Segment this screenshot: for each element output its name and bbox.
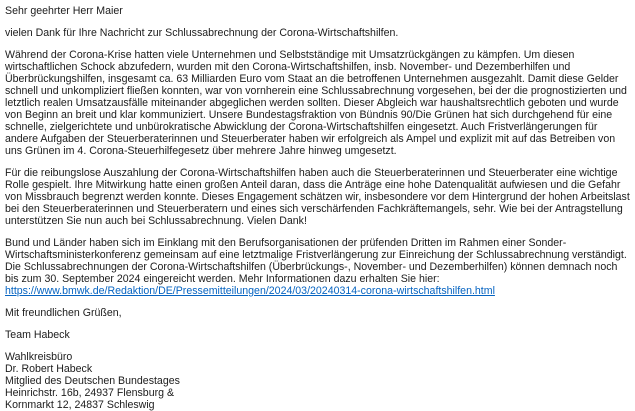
paragraph-thanks: vielen Dank für Ihre Nachricht zur Schlussabrechnung der Corona-Wirtschaftshilfen. <box>5 27 399 39</box>
sender-name: Team Habeck <box>5 329 70 341</box>
signature-block <box>5 351 631 411</box>
signature-address-flensburg: Heinrichstr. 16b, 24937 Flensburg & <box>5 387 175 399</box>
signature-role: Mitglied des Deutschen Bundestages <box>5 375 180 387</box>
paragraph-corona-wirtschaftshilfen: Während der Corona-Krise hatten viele Unternehmen und Selbstständige mit Umsatzrückgängen zu kämpfen. Um diesen wirtschaftlichen Schock abzufedern, wurden mit den Corona-Wirtschaftshilfen, insb. November- und Dezemberhilfen und Überbrückungshilfen, insgesamt ca. 63 Milliarden Euro vom Staat an die betroffenen Unternehmen ausgezahlt. Damit diese Gelder schnell und unkompliziert fließen konnten, war von vornherein eine Schlussabrechnung vorgesehen, bei der die prognostizierten und letztlich realen Umsatzausfälle miteinander abgeglichen werden sollten. Dieser Abgleich war haushaltsrechtlich geboten und wurde von Beginn an breit und klar kommuniziert. Unsere Bundestagsfraktion von Bündnis 90/Die Grünen hat sich durchgehend für eine schnelle, zielgerichtete und unbürokratische Abwicklung der Corona-Wirtschaftshilfen eingesetzt. Auch Fristverlängerungen für andere Aufgaben der Steuerberaterinnen und Steuerberater haben wir erfolgreich als Ampel und explizit mit auf das Betreiben von uns Grünen im 4. Corona-Steuerhilfegesetz über mehrere Jahre hinweg umgesetzt. <box>5 49 627 157</box>
signature-office: Wahlkreisbüro <box>5 351 73 363</box>
signature-person: Dr. Robert Habeck <box>5 363 93 375</box>
salutation: Sehr geehrter Herr Maier <box>5 5 123 17</box>
signature-address-schleswig: Kornmarkt 12, 24837 Schleswig <box>5 399 155 411</box>
paragraph-fristverlaengerung: Bund und Länder haben sich im Einklang mit den Berufsorganisationen der prüfenden Dritten im Rahmen einer Sonder-Wirtschaftsministerkonferenz gemeinsam auf eine letztmalige Fristverlängerung zur Einreichung der Schlussabrechnung verständigt. Die Schlussabrechnungen der Corona-Wirtschaftshilfen (Überbrückungs-, November- und Dezemberhilfen) können demnach noch bis zum 30. September 2024 eingereicht werden. Mehr Informationen dazu erhalten Sie hier: <box>5 237 627 285</box>
bmwk-press-release-link[interactable]: https://www.bmwk.de/Redaktion/DE/Pressemitteilungen/2024/03/20240314-corona-wirtschaftshilfen.html <box>5 285 495 297</box>
closing-phrase: Mit freundlichen Grüßen, <box>5 307 122 319</box>
paragraph-steuerberater-rolle: Für die reibungslose Auszahlung der Corona-Wirtschaftshilfen haben auch die Steuerberaterinnen und Steuerberater eine wichtige Rolle gespielt. Ihre Mitwirkung hatte einen großen Anteil daran, dass die Anträge eine hohe Datenqualität aufwiesen und die Gefahr von Missbrauch begrenzt werden konnte. Dieses Engagement schätzen wir, insbesondere vor dem Hintergrund der hohen Arbeitslast bei den Steuerberaterinnen und Steuerberatern und eines sich verschärfenden Fachkräftemangels, sehr. Wie bei der Antragstellung unterstützen Sie nun auch bei Schlussabrechnung. Vielen Dank! <box>5 167 630 227</box>
